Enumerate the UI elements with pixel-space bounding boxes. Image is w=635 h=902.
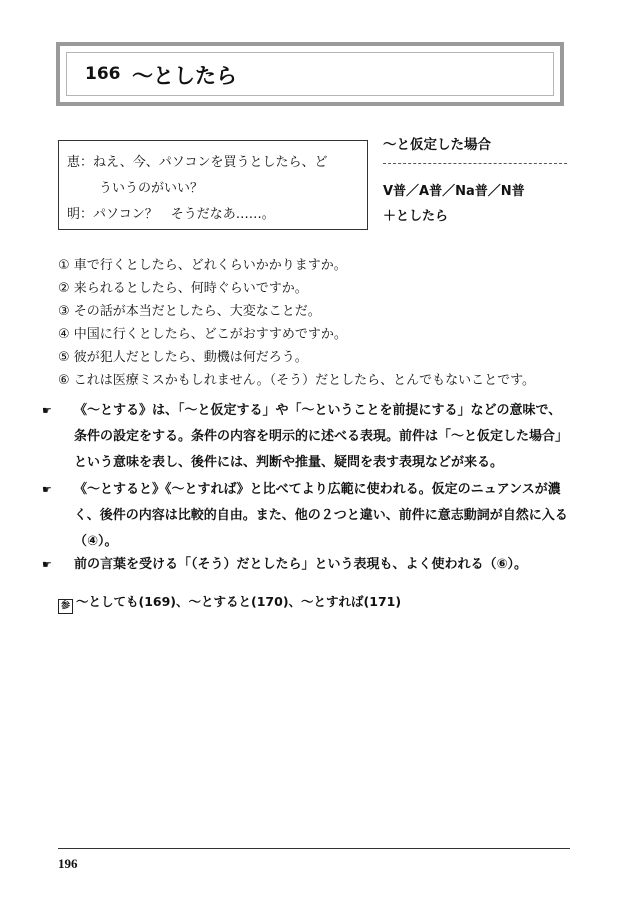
example-4: ④ 中国に行くとしたら、どこがおすすめですか。 <box>58 327 347 342</box>
entry-number: 166 <box>85 64 121 84</box>
dashed-divider <box>383 163 567 164</box>
dialog-line-2: ういうのがいい？ <box>99 181 204 196</box>
note-2-text: 《〜とすると》《〜とすれば》と比べてより広範に使われる。仮定のニュアンスが濃く、後件の内容は比較的自由。また、他の２つと違い、前件に意志動詞が自然に入る（④）。 <box>74 482 568 549</box>
example-1: ① 車で行くとしたら、どれくらいかかりますか。 <box>58 258 347 273</box>
note-1 <box>42 398 570 476</box>
usage-heading: 〜と仮定した場合 <box>383 137 491 153</box>
reference-icon: 参 <box>58 599 73 614</box>
note-1-text: 《〜とする》は、「〜と仮定する」や「〜ということを前提にする」などの意味で、条件の設定をする。条件の内容を明示的に述べる表現。前件は「〜と仮定した場合」という意味を表し、後件には、判断や推量、疑問を表す表現などが来る。 <box>74 403 569 470</box>
note-3 <box>42 552 570 578</box>
reference-line <box>58 592 401 614</box>
example-5: ⑤ 彼が犯人だとしたら、動機は何だろう。 <box>58 350 308 365</box>
title-box <box>56 42 564 106</box>
pointer-icon: ☛ <box>42 483 52 496</box>
dialog-line-3: 明：パソコン？ そうだなあ……。 <box>67 207 275 222</box>
dialog-box <box>58 140 368 230</box>
pointer-icon: ☛ <box>42 404 52 417</box>
example-3: ③ その話が本当だとしたら、大変なことだ。 <box>58 304 321 319</box>
entry-title: 〜としたら <box>132 64 237 88</box>
example-2: ② 来られるとしたら、何時ぐらいですか。 <box>58 281 308 296</box>
form-suffix: ＋としたら <box>383 209 449 224</box>
pointer-icon: ☛ <box>42 558 52 571</box>
dialog-line-1: 恵：ねえ、今、パソコンを買うとしたら、ど <box>67 155 328 170</box>
note-2 <box>42 477 570 555</box>
page-number: 196 <box>58 856 78 871</box>
form-pattern: V普／A普／Na普／N普 <box>383 184 525 199</box>
example-6: ⑥ これは医療ミスかもしれません。（そう）だとしたら、とんでもないことです。 <box>58 373 536 388</box>
footer-rule <box>58 848 570 849</box>
note-3-text: 前の言葉を受ける「（そう）だとしたら」という表現も、よく使われる（⑥）。 <box>74 557 528 572</box>
reference-text: 〜としても(169)、〜とすると(170)、〜とすれば(171) <box>76 594 402 609</box>
